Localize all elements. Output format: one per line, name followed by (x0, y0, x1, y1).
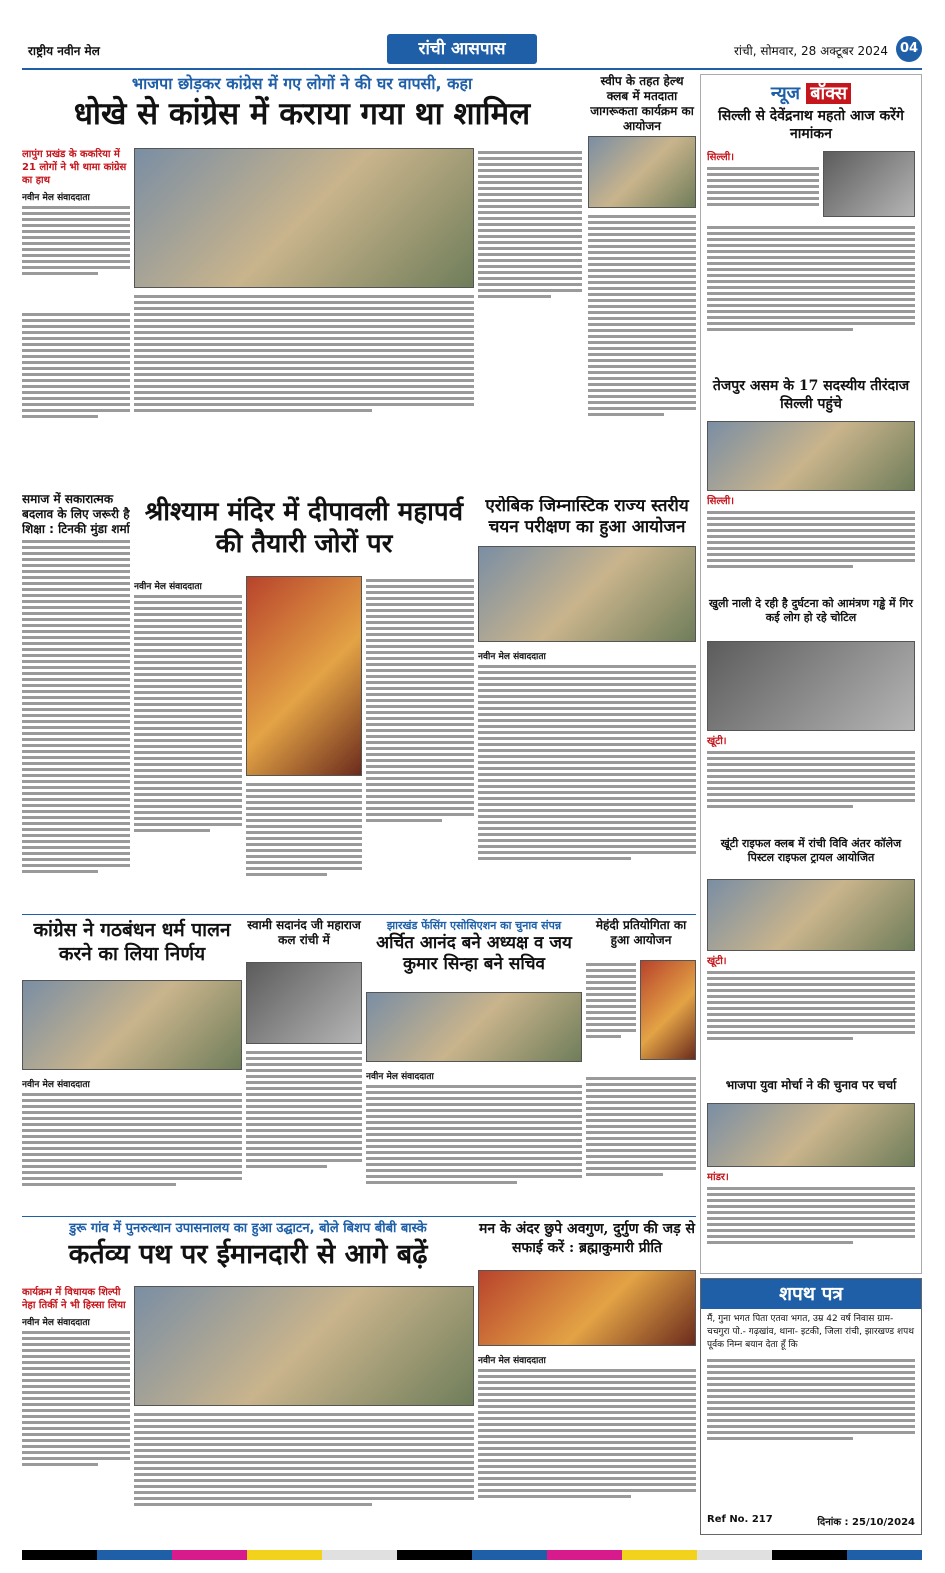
registration-swatch (697, 1550, 772, 1560)
affidavit-title: शपथ पत्र (701, 1279, 921, 1309)
side-story1-photo (823, 151, 915, 217)
brahma-body (478, 1350, 696, 1536)
congress-photo (22, 980, 242, 1070)
side-story5-dateline: मांडर। (707, 1172, 729, 1183)
mehndi-body-a (586, 960, 636, 1070)
side-story3-photo (707, 641, 915, 731)
swami-heading (246, 918, 362, 958)
registration-swatch (397, 1550, 472, 1560)
side-story1-body-b (707, 223, 915, 373)
registration-swatch (547, 1550, 622, 1560)
mehndi-heading (586, 918, 696, 958)
lead-subhead: लापुंग प्रखंड के ककरिया में 21 लोगों ने भी थामा कांग्रेस का हाथ (22, 149, 127, 186)
samaj-story (22, 492, 130, 912)
congress-headline: कांग्रेस ने गठबंधन धर्म पालन करने का लिया निर्णय (33, 919, 231, 965)
affidavit-footer (707, 1514, 915, 1528)
lead-body-col1-cont (22, 310, 130, 488)
side-story1-body-a (707, 151, 819, 221)
lead-byline: नवीन मेल संवाददाता (22, 193, 90, 203)
side-story5-photo (707, 1103, 915, 1167)
registration-swatch (22, 1550, 97, 1560)
affidavit-ref: Ref No. 217 (707, 1514, 773, 1525)
registration-swatch (322, 1550, 397, 1560)
side-story1-dateline: सिल्ली। (707, 152, 735, 163)
side-story3-heading (707, 597, 915, 639)
section-rule-2 (22, 1216, 696, 1217)
shyam-photo (246, 576, 362, 776)
shyam-heading (134, 496, 474, 572)
congress-heading (22, 918, 242, 976)
section-title: रांची आसपास (387, 34, 537, 64)
sweep-photo (588, 136, 696, 208)
side-story3-body (707, 735, 915, 835)
mehndi-headline: मेहंदी प्रतियोगिता का हुआ आयोजन (595, 918, 687, 947)
page-number: 04 (896, 36, 922, 62)
section-rule (22, 914, 696, 915)
news-box-title (701, 81, 921, 105)
kartavya-body (134, 1410, 474, 1536)
aerobic-heading (478, 496, 696, 542)
lead-kicker: भाजपा छोड़कर कांग्रेस में गए लोगों ने की घर वापसी, कहा (131, 74, 473, 93)
kartavya-kicker: डुरू गांव में पुनरुत्थान उपासनालय का हुआ उद्घाटन, बोले बिशप बीबी बास्के (69, 1221, 427, 1236)
registration-swatch (172, 1550, 247, 1560)
aerobic-photo (478, 546, 696, 642)
kartavya-byline: नवीन मेल संवाददाता (22, 1318, 90, 1328)
fencing-kicker: झारखंड फेंसिंग एसोसिएशन का चुनाव संपन्न (386, 919, 562, 932)
mehndi-photo (640, 960, 696, 1060)
side-story4-headline: खूंटी राइफल क्लब में रांची विवि अंतर कॉलेज पिस्टल राइफल ट्रायल आयोजित (720, 837, 902, 864)
mehndi-body-b (586, 1074, 696, 1212)
brand-name: राष्ट्रीय नवीन मेल (28, 44, 100, 58)
side-story4-heading (707, 837, 915, 877)
kartavya-col1 (22, 1286, 130, 1536)
sweep-heading (588, 74, 696, 134)
fencing-body (366, 1066, 582, 1212)
aerobic-headline: एरोबिक जिम्नास्टिक राज्य स्तरीय चयन परीक्षण का हुआ आयोजन (485, 496, 689, 537)
kartavya-headline: कर्तव्य पथ पर ईमानदारी से आगे बढ़ें (68, 1239, 428, 1270)
affidavit-text: मैं, गुना भगत पिता एतवा भगत, उम्र 42 वर्ष निवास ग्राम- चचगुरा पो.- गढ़खांव, थाना- इटकी, जिला रांची, झारखण्ड शपथ पूर्वक निम्न बयान देता हूँ कि (707, 1314, 914, 1350)
aerobic-byline: नवीन मेल संवाददाता (478, 652, 546, 662)
lead-body-col-right (478, 148, 582, 488)
side-story3-headline: खुली नाली दे रही है दुर्घटना को आमंत्रण गड्ढे में गिर कई लोग हो रहे चोटिल (709, 597, 913, 624)
brahma-byline: नवीन मेल संवाददाता (478, 1356, 546, 1366)
registration-swatch (472, 1550, 547, 1560)
lead-body-col1 (22, 206, 130, 275)
side-story2-heading (707, 377, 915, 419)
print-registration-bar (22, 1550, 922, 1560)
registration-swatch (847, 1550, 922, 1560)
affidavit-body-lines (701, 1359, 921, 1440)
registration-swatch (772, 1550, 847, 1560)
registration-swatch (622, 1550, 697, 1560)
news-box-sidebar (700, 74, 922, 1274)
congress-byline: नवीन मेल संवाददाता (22, 1080, 90, 1090)
side-story4-dateline: खूंटी। (707, 956, 727, 967)
fencing-headline: अर्चित आनंद बने अध्यक्ष व जय कुमार सिन्हा बने सचिव (376, 933, 572, 974)
kartavya-heading (22, 1220, 474, 1284)
shyam-body-col1 (134, 576, 242, 910)
newspaper-page (22, 30, 922, 1545)
side-story2-photo (707, 421, 915, 491)
aerobic-body (478, 646, 696, 910)
side-story1-headline: सिल्ली से देवेंद्रनाथ महतो आज करेंगे नामांकन (718, 108, 904, 142)
lead-photo (134, 148, 474, 288)
side-story3-dateline: खूंटी। (707, 736, 727, 747)
side-story2-dateline: सिल्ली। (707, 496, 735, 507)
fencing-photo (366, 992, 582, 1062)
shyam-headline: श्रीश्याम मंदिर में दीपावली महापर्व की तैयारी जोरों पर (144, 497, 464, 559)
edition-date: रांची, सोमवार, 28 अक्टूबर 2024 (733, 44, 888, 58)
brahma-heading (478, 1220, 696, 1268)
shyam-body-col2 (246, 780, 362, 910)
kartavya-photo (134, 1286, 474, 1406)
side-story4-body (707, 955, 915, 1075)
sweep-headline: स्वीप के तहत हेल्थ क्लब में मतदाता जागरूकता कार्यक्रम का आयोजन (590, 74, 694, 133)
swami-photo (246, 962, 362, 1044)
news-box-title-a: न्यूज (770, 83, 800, 104)
side-story5-body (707, 1171, 915, 1271)
kartavya-subhead: कार्यक्रम में विधायक शिल्पी नेहा तिर्की ने भी हिस्सा लिया (22, 1287, 126, 1311)
side-story2-headline: तेजपुर असम के 17 सदस्यीय तीरंदाज सिल्ली पहुंचे (712, 378, 910, 412)
side-story5-heading (707, 1077, 915, 1101)
affidavit-notice (700, 1278, 922, 1535)
swami-body (246, 1048, 362, 1212)
side-story1-heading (707, 107, 915, 147)
side-story2-body (707, 495, 915, 595)
registration-swatch (247, 1550, 322, 1560)
congress-body (22, 1074, 242, 1212)
brahma-headline: मन के अंदर छुपे अवगुण, दुर्गुण की जड़ से सफाई करें : ब्रह्माकुमारी प्रीति (478, 1221, 696, 1256)
shyam-byline: नवीन मेल संवाददाता (134, 582, 202, 592)
shyam-body-col3 (366, 576, 474, 910)
side-story5-headline: भाजपा युवा मोर्चा ने की चुनाव पर चर्चा (725, 1078, 897, 1092)
lead-subhead-column (22, 148, 130, 308)
swami-headline: स्वामी सदानंद जी महाराज कल रांची में (247, 918, 361, 947)
fencing-byline: नवीन मेल संवाददाता (366, 1072, 434, 1082)
samaj-headline: समाज में सकारात्मक बदलाव के लिए जरूरी है शिक्षा : टिनकी मुंडा शर्मा (22, 492, 130, 536)
brahma-photo (478, 1270, 696, 1346)
masthead (22, 30, 922, 70)
lead-heading (22, 74, 582, 144)
lead-headline: धोखे से कांग्रेस में कराया गया था शामिल (73, 96, 531, 132)
fencing-heading (366, 918, 582, 988)
affidavit-date: दिनांक : 25/10/2024 (817, 1517, 915, 1528)
lead-body-main (134, 292, 474, 488)
sweep-body (588, 212, 696, 488)
side-story4-photo (707, 879, 915, 951)
news-box-title-b: बॉक्स (806, 83, 851, 104)
registration-swatch (97, 1550, 172, 1560)
